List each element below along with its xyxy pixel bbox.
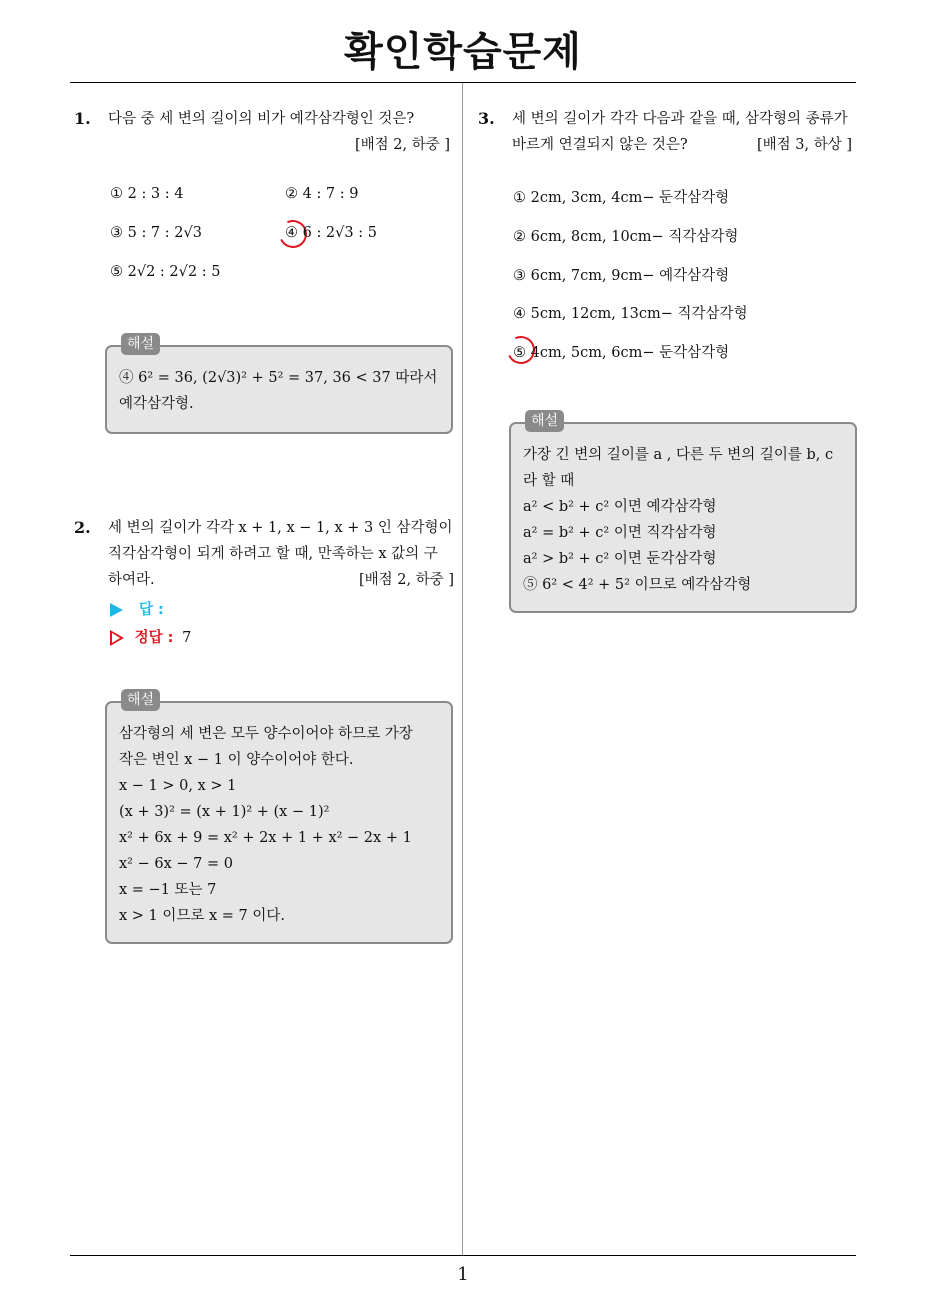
- correct-label: 정답 :: [134, 630, 174, 646]
- page-number: 1: [457, 1264, 469, 1285]
- question-meta: [배점 3, 하상 ]: [756, 137, 852, 153]
- question-number: 2.: [74, 518, 91, 537]
- question-2: [74, 515, 454, 595]
- question-text-line: 세 변의 길이가 각각 다음과 같을 때, 삼각형의 종류가: [512, 111, 848, 127]
- explanation-line: a² = b² + c² 이면 직각삼각형: [523, 525, 717, 541]
- choice-1[interactable]: ① 2 : 3 : 4: [110, 186, 184, 202]
- choice-2[interactable]: ② 6cm, 8cm, 10cm− 직각삼각형: [513, 229, 739, 245]
- choice-3[interactable]: ③ 5 : 7 : 2√3: [110, 225, 202, 241]
- explanation-tag: 해설: [121, 333, 160, 355]
- explanation-line: ④ 6² = 36, (2√3)² + 5² = 37, 36 < 37 따라서: [119, 370, 438, 386]
- answer-row: [110, 598, 164, 619]
- explanation-line: ⑤ 6² < 4² + 5² 이므로 예각삼각형: [523, 577, 752, 593]
- choice-1[interactable]: ① 2cm, 3cm, 4cm− 둔각삼각형: [513, 190, 730, 206]
- explanation-line: 라 할 때: [523, 473, 575, 489]
- question-meta: [배점 2, 하중 ]: [358, 572, 454, 588]
- question-number: 3.: [478, 109, 495, 128]
- explanation-line: x² + 6x + 9 = x² + 2x + 1 + x² − 2x + 1: [119, 830, 412, 846]
- explanation-line: x − 1 > 0, x > 1: [119, 778, 237, 794]
- explanation-line: a² < b² + c² 이면 예각삼각형: [523, 499, 717, 515]
- bottom-rule: [70, 1255, 856, 1256]
- choice-5[interactable]: ⑤ 2√2 : 2√2 : 5: [110, 264, 221, 280]
- question-text-line: 직각삼각형이 되게 하려고 할 때, 만족하는 x 값의 구: [108, 546, 438, 562]
- explanation-line: x² − 6x − 7 = 0: [119, 856, 233, 872]
- top-rule: [70, 82, 856, 83]
- question-3: [478, 106, 858, 166]
- correct-value: 7: [182, 630, 192, 646]
- explanation-box-3: [509, 413, 857, 613]
- choice-2[interactable]: ② 4 : 7 : 9: [285, 186, 359, 202]
- explanation-box-2: [105, 692, 453, 944]
- explanation-box-1: [105, 336, 453, 434]
- page-title: 확인학습문제: [344, 29, 582, 75]
- question-1: [74, 106, 450, 166]
- question-text: 다음 중 세 변의 길이의 비가 예각삼각형인 것은?: [108, 111, 415, 127]
- outline-triangle-icon: [110, 630, 124, 646]
- question-text-line: 세 변의 길이가 각각 x + 1, x − 1, x + 3 인 삼각형이: [108, 520, 453, 536]
- choice-3[interactable]: ③ 6cm, 7cm, 9cm− 예각삼각형: [513, 268, 730, 284]
- choice-5[interactable]: ⑤ 4cm, 5cm, 6cm− 둔각삼각형: [513, 345, 730, 361]
- explanation-line: (x + 3)² = (x + 1)² + (x − 1)²: [119, 804, 330, 820]
- explanation-line: 작은 변인 x − 1 이 양수이어야 한다.: [119, 752, 354, 768]
- choice-4[interactable]: ④ 6 : 2√3 : 5: [285, 225, 377, 241]
- answer-label: 답 :: [139, 602, 164, 618]
- explanation-tag: 해설: [121, 689, 160, 711]
- choice-4[interactable]: ④ 5cm, 12cm, 13cm− 직각삼각형: [513, 306, 748, 322]
- explanation-line: x > 1 이므로 x = 7 이다.: [119, 908, 286, 924]
- question-number: 1.: [74, 109, 91, 128]
- explanation-line: x = −1 또는 7: [119, 882, 217, 898]
- question-meta: [배점 2, 하중 ]: [354, 137, 450, 153]
- play-icon: [110, 603, 123, 617]
- explanation-tag: 해설: [525, 410, 564, 432]
- explanation-line: 삼각형의 세 변은 모두 양수이어야 하므로 가장: [119, 726, 413, 742]
- question-text-line: 바르게 연결되지 않은 것은?: [512, 137, 688, 153]
- explanation-line: 가장 긴 변의 길이를 a , 다른 두 변의 길이를 b, c: [523, 447, 834, 463]
- column-divider: [462, 83, 463, 1255]
- explanation-line: 예각삼각형.: [119, 396, 194, 412]
- correct-answer-row: [110, 626, 191, 647]
- explanation-line: a² > b² + c² 이면 둔각삼각형: [523, 551, 717, 567]
- question-text-line: 하여라.: [108, 572, 155, 588]
